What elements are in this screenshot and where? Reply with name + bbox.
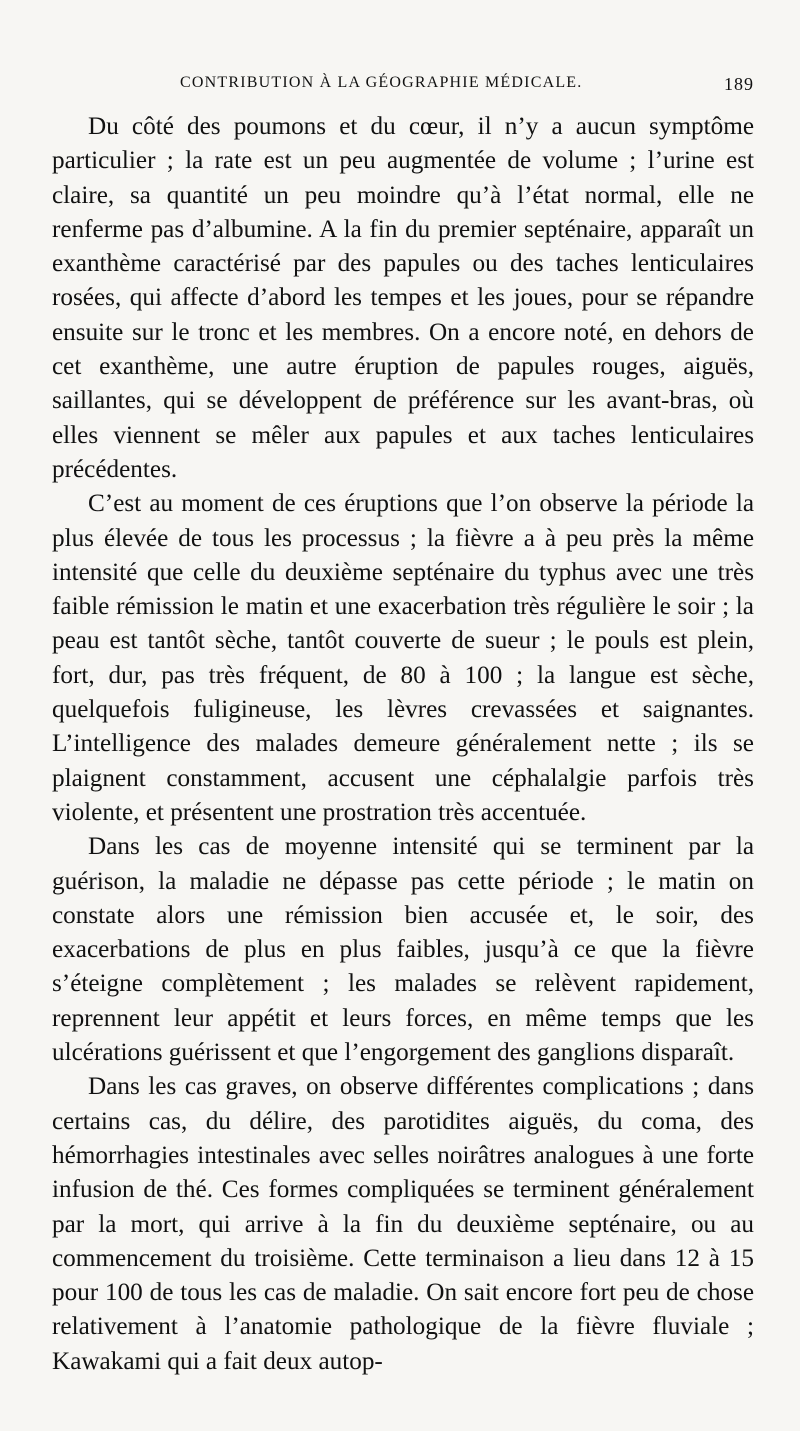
paragraph-4: Dans les cas graves, on observe différentes complications ; dans certains cas, du délire, des parotidites aiguës, du coma, des hémorrhagies intestinales avec selles noirâtres analogues à une forte infusion de thé. Ces formes compliquées se terminent généralement par la mort, qui arrive à la fin du deuxième septénaire, ou au commencement du troisième. Cette terminaison a lieu dans 12 à 15 pour 100 de tous les cas de maladie. On sait encore fort peu de chose relativement à l’anatomie pathologique de la fièvre fluviale ; Kawakami qui a fait deux autop- bbox=[52, 1073, 754, 1375]
body-text bbox=[52, 110, 754, 1379]
page-number: 189 bbox=[724, 74, 754, 94]
running-title: CONTRIBUTION À LA GÉOGRAPHIE MÉDICALE. bbox=[180, 74, 583, 91]
paragraph-3: Dans les cas de moyenne intensité qui se terminent par la guérison, la maladie ne dépasse pas cette période ; le matin on constate alors une rémission bien accusée et, le soir, des exacerbations de plus en plus faibles, jusqu’à ce que la fièvre s’éteigne complètement ; les malades se relèvent rapidement, reprennent leur appétit et leurs forces, en même temps que les ulcérations guérissent et que l’engorgement des ganglions disparaît. bbox=[52, 833, 754, 1067]
paragraph-1: Du côté des poumons et du cœur, il n’y a aucun symptôme particulier ; la rate est un peu augmentée de volume ; l’urine est claire, sa quantité un peu moindre qu’à l’état normal, elle ne renferme pas d’albumine. A la fin du premier septénaire, apparaît un exanthème caractérisé par des papules ou des taches lenticulaires rosées, qui affecte d’abord les tempes et les joues, pour se répandre ensuite sur le tronc et les membres. On a encore noté, en dehors de cet exanthème, une autre éruption de papules rouges, aiguës, saillantes, qui se développent de préférence sur les avant-bras, où elles viennent se mêler aux papules et aux taches lenticulaires précédentes. bbox=[52, 113, 754, 483]
running-head bbox=[52, 74, 754, 102]
paragraph-2: C’est au moment de ces éruptions que l’on observe la période la plus élevée de tous les processus ; la fièvre a à peu près la même intensité que celle du deuxième septénaire du typhus avec une très faible rémission le matin et une exacerbation très régulière le soir ; la peau est tantôt sèche, tantôt couverte de sueur ; le pouls est plein, fort, dur, pas très fréquent, de 80 à 100 ; la langue est sèche, quelquefois fuligineuse, les lèvres crevassées et saignantes. L’intelligence des malades demeure généralement nette ; ils se plaignent constamment, accusent une céphalalgie parfois très violente, et présentent une prostration très accentuée. bbox=[52, 490, 754, 826]
